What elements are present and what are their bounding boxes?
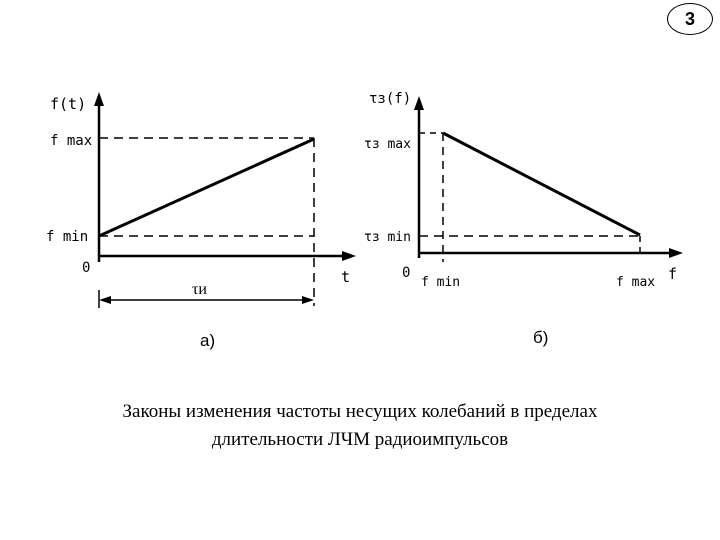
diagram-a-x-axis-label: t bbox=[341, 268, 351, 286]
diagram-b-x-axis-label: f bbox=[668, 265, 678, 283]
diagram-a-origin-label: 0 bbox=[82, 260, 91, 276]
diagram-b-fmax-label: f max bbox=[616, 275, 656, 290]
diagram-b-fmin-label: f min bbox=[421, 275, 461, 290]
diagram-b-tau-max-label: τз max bbox=[364, 137, 411, 152]
diagram-a-fmax-label: f max bbox=[50, 133, 93, 149]
diagram-b-delay-line bbox=[443, 133, 640, 235]
caption-line-2: длительности ЛЧМ радиоимпульсов bbox=[211, 429, 509, 450]
diagram-a-y-axis-label: f(t) bbox=[50, 95, 87, 113]
figure-caption bbox=[60, 398, 660, 454]
diagram-b-x-axis-arrow bbox=[669, 248, 683, 258]
diagram-a-x-axis-arrow bbox=[342, 251, 356, 261]
diagram-a-duration-arrow-left bbox=[99, 296, 111, 304]
diagram-a-duration-label: τи bbox=[192, 281, 207, 298]
diagram-a-panel-label: а) bbox=[200, 331, 216, 350]
diagram-a-y-axis-arrow bbox=[94, 92, 104, 106]
diagram-a-fmin-label: f min bbox=[46, 229, 89, 245]
diagram-a-frequency-line bbox=[99, 139, 314, 236]
diagram-a-duration-arrow-right bbox=[302, 296, 314, 304]
diagram-a bbox=[46, 92, 356, 350]
diagram-b-origin-label: 0 bbox=[402, 265, 411, 281]
diagram-b bbox=[364, 91, 683, 347]
diagram-b-y-axis-arrow bbox=[414, 96, 424, 110]
diagram-b-y-axis-label: τз(f) bbox=[369, 91, 412, 107]
diagram-b-panel-label: б) bbox=[533, 328, 549, 347]
diagram-b-tau-min-label: τз min bbox=[364, 230, 411, 245]
caption-line-1: Законы изменения частоты несущих колебаний в пределах bbox=[122, 401, 598, 422]
page-number: 3 bbox=[684, 8, 695, 29]
